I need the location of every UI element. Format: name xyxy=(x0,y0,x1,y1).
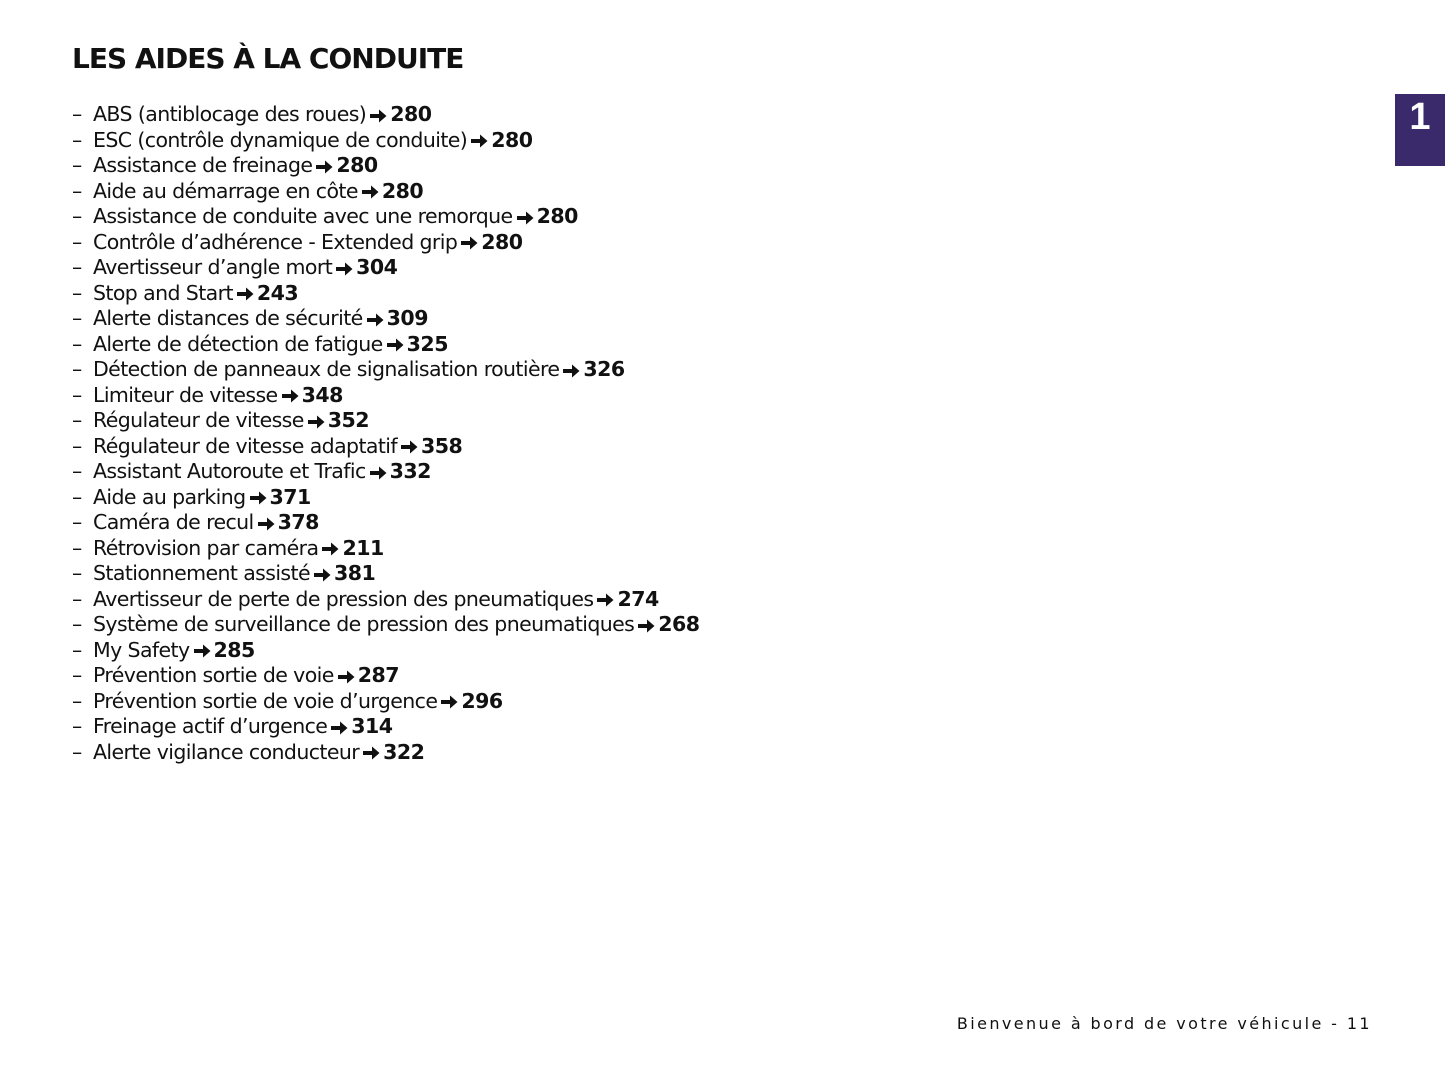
page-reference-link[interactable]: 296 xyxy=(461,688,503,713)
right-arrow-icon xyxy=(362,185,379,199)
bullet-dash: – xyxy=(72,382,82,407)
page-reference-link[interactable]: 352 xyxy=(327,408,370,432)
right-arrow-icon xyxy=(194,644,211,658)
page-reference-link[interactable]: 309 xyxy=(386,306,428,330)
right-arrow-icon xyxy=(338,670,355,684)
right-arrow-icon xyxy=(314,568,331,582)
bullet-dash: – xyxy=(72,561,82,585)
page-footer: Bienvenue à bord de votre véhicule - 11 xyxy=(956,1014,1372,1033)
feature-label: Avertisseur d’angle mort xyxy=(93,255,333,279)
right-arrow-icon xyxy=(363,746,380,760)
feature-label: Freinage actif d’urgence xyxy=(93,714,328,738)
page-reference-link[interactable]: 280 xyxy=(491,127,533,152)
bullet-dash: – xyxy=(72,127,82,152)
bullet-dash: – xyxy=(72,178,82,203)
list-item xyxy=(72,536,700,562)
right-arrow-icon xyxy=(471,134,488,148)
bullet-dash: – xyxy=(72,306,82,330)
bullet-dash: – xyxy=(72,484,82,509)
bullet-dash: – xyxy=(72,586,82,611)
right-arrow-icon xyxy=(258,517,275,531)
feature-label: Système de surveillance de pression des pneumatiques xyxy=(93,612,635,636)
feature-label: Alerte de détection de fatigue xyxy=(93,331,383,356)
page-reference-link[interactable]: 243 xyxy=(256,280,299,305)
right-arrow-icon xyxy=(638,619,655,633)
feature-label: Aide au parking xyxy=(93,484,246,509)
right-arrow-icon xyxy=(308,415,325,429)
list-item xyxy=(72,434,700,460)
feature-label: Alerte vigilance conducteur xyxy=(93,739,360,764)
list-item xyxy=(72,510,700,536)
list-item xyxy=(72,230,700,256)
bullet-dash: – xyxy=(72,229,82,254)
bullet-dash: – xyxy=(72,459,82,483)
list-item xyxy=(72,179,700,205)
right-arrow-icon xyxy=(250,491,267,505)
right-arrow-icon xyxy=(517,211,534,225)
page-reference-link[interactable]: 371 xyxy=(269,484,311,509)
feature-label: Prévention sortie de voie xyxy=(93,663,334,687)
list-item xyxy=(72,587,700,613)
feature-label: Assistance de freinage xyxy=(93,153,313,177)
page-reference-link[interactable]: 285 xyxy=(213,637,255,662)
feature-label: Rétrovision par caméra xyxy=(93,535,319,560)
right-arrow-icon xyxy=(322,542,339,556)
page-reference-link[interactable]: 280 xyxy=(336,153,378,177)
right-arrow-icon xyxy=(331,721,348,735)
page-reference-link[interactable]: 280 xyxy=(536,204,578,228)
page-reference-link[interactable]: 332 xyxy=(389,459,431,483)
list-item xyxy=(72,153,700,179)
feature-label: Stop and Start xyxy=(93,280,233,305)
bullet-dash: – xyxy=(72,357,82,381)
page-reference-link[interactable]: 325 xyxy=(406,331,448,356)
list-item xyxy=(72,332,700,358)
page-reference-link[interactable]: 314 xyxy=(351,714,393,738)
feature-label: Prévention sortie de voie d’urgence xyxy=(93,688,438,713)
right-arrow-icon xyxy=(370,109,387,123)
page-reference-link[interactable]: 280 xyxy=(381,178,424,203)
list-item xyxy=(72,383,700,409)
feature-label: Détection de panneaux de signalisation routière xyxy=(93,357,560,381)
bullet-dash: – xyxy=(72,663,82,687)
right-arrow-icon xyxy=(237,287,254,301)
feature-label: Régulateur de vitesse adaptatif xyxy=(93,433,397,458)
right-arrow-icon xyxy=(316,160,333,174)
feature-label: ESC (contrôle dynamique de conduite) xyxy=(93,127,468,152)
right-arrow-icon xyxy=(387,338,404,352)
right-arrow-icon xyxy=(401,440,418,454)
page-reference-link[interactable]: 274 xyxy=(617,586,659,611)
page-reference-link[interactable]: 280 xyxy=(481,229,523,254)
list-item xyxy=(72,306,700,332)
right-arrow-icon xyxy=(441,695,458,709)
chapter-tab[interactable] xyxy=(1395,94,1445,166)
bullet-dash: – xyxy=(72,739,82,764)
right-arrow-icon xyxy=(282,389,299,403)
page-reference-link[interactable]: 358 xyxy=(421,433,463,458)
chapter-number: 1 xyxy=(1409,96,1431,138)
feature-label: Assistant Autoroute et Trafic xyxy=(93,459,366,483)
bullet-dash: – xyxy=(72,535,82,560)
right-arrow-icon xyxy=(367,313,384,327)
bullet-dash: – xyxy=(72,612,82,636)
bullet-dash: – xyxy=(72,714,82,738)
list-item xyxy=(72,485,700,511)
feature-label: Assistance de conduite avec une remorque xyxy=(93,204,513,228)
list-item xyxy=(72,459,700,485)
bullet-dash: – xyxy=(72,433,82,458)
list-item xyxy=(72,281,700,307)
page-reference-link[interactable]: 287 xyxy=(357,663,400,687)
list-item xyxy=(72,561,700,587)
right-arrow-icon xyxy=(597,593,614,607)
page-reference-link[interactable]: 322 xyxy=(383,739,425,764)
feature-label: Régulateur de vitesse xyxy=(93,408,304,432)
feature-label: Alerte distances de sécurité xyxy=(93,306,363,330)
right-arrow-icon xyxy=(370,466,387,480)
bullet-dash: – xyxy=(72,688,82,713)
bullet-dash: – xyxy=(72,331,82,356)
bullet-dash: – xyxy=(72,408,82,432)
feature-label: Limiteur de vitesse xyxy=(93,382,278,407)
page-reference-link[interactable]: 378 xyxy=(277,510,319,534)
list-item xyxy=(72,638,700,664)
page-reference-link[interactable]: 280 xyxy=(390,102,432,126)
list-item xyxy=(72,408,700,434)
page-reference-link[interactable]: 268 xyxy=(658,612,700,636)
list-item xyxy=(72,740,700,766)
list-item xyxy=(72,128,700,154)
feature-label: Avertisseur de perte de pression des pneumatiques xyxy=(93,586,594,611)
bullet-dash: – xyxy=(72,102,82,126)
page-reference-link[interactable]: 304 xyxy=(356,255,398,279)
right-arrow-icon xyxy=(563,364,580,378)
list-item xyxy=(72,714,700,740)
list-item xyxy=(72,204,700,230)
right-arrow-icon xyxy=(336,262,353,276)
feature-label: ABS (antiblocage des roues) xyxy=(93,102,367,126)
list-item xyxy=(72,357,700,383)
page-reference-link[interactable]: 326 xyxy=(583,357,625,381)
feature-label: My Safety xyxy=(93,637,190,662)
feature-label: Stationnement assisté xyxy=(93,561,310,585)
list-item xyxy=(72,663,700,689)
page-reference-link[interactable]: 381 xyxy=(333,561,376,585)
feature-label: Contrôle d’adhérence - Extended grip xyxy=(93,229,458,254)
page-reference-link[interactable]: 211 xyxy=(342,535,384,560)
bullet-dash: – xyxy=(72,510,82,534)
list-item xyxy=(72,689,700,715)
list-item xyxy=(72,612,700,638)
feature-label: Caméra de recul xyxy=(93,510,254,534)
bullet-dash: – xyxy=(72,280,82,305)
driving-aids-list xyxy=(72,102,700,765)
list-item xyxy=(72,102,700,128)
bullet-dash: – xyxy=(72,255,82,279)
list-item xyxy=(72,255,700,281)
right-arrow-icon xyxy=(461,236,478,250)
bullet-dash: – xyxy=(72,637,82,662)
bullet-dash: – xyxy=(72,204,82,228)
feature-label: Aide au démarrage en côte xyxy=(93,178,358,203)
bullet-dash: – xyxy=(72,153,82,177)
page-reference-link[interactable]: 348 xyxy=(301,382,343,407)
page-title: LES AIDES À LA CONDUITE xyxy=(72,42,464,75)
